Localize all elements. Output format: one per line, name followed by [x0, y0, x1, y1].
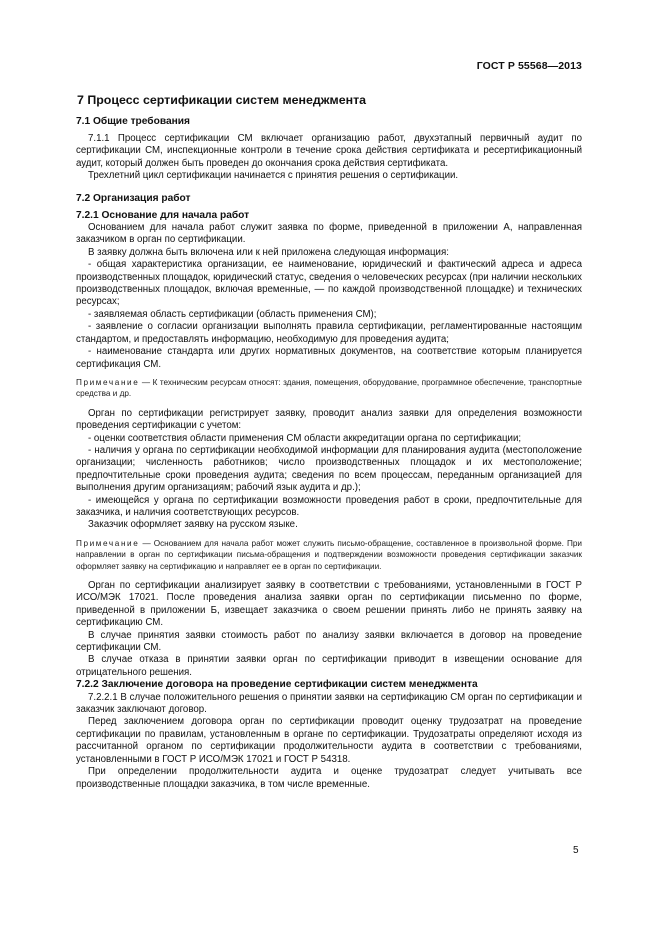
note-label: Примечание: [76, 377, 140, 387]
page-content: [76, 92, 582, 791]
list-item: - заявляемая область сертификации (область применения СМ);: [88, 308, 377, 320]
section-7-1-title: 7.1 Общие требования: [76, 116, 190, 127]
paragraph-7-1-1-cycle: Трехлетний цикл сертификации начинается с принятия решения о сертификации.: [88, 170, 459, 182]
list-item: - заявление о согласии организации выполнять правила сертификации, регламентированные настоящим стандартом, и предоставлять информацию, необходимую для проведения аудита;: [76, 321, 582, 345]
paragraph-sites: При определении продолжительности аудита и оценке трудозатрат следует учитывать все производственные площадки заказчика, в том числе временные.: [76, 766, 582, 790]
paragraph-application-info: В заявку должна быть включена или к ней приложена следующая информация:: [88, 246, 449, 258]
paragraph-7-1-1-text: 7.1.1 Процесс сертификации СМ включает организацию работ, двухэтапный первичный аудит по сертификации СМ, инспекционные контроли в течение срока действия сертификата и ресертификационный аудит, который должен быть проведен до окончания срока действия сертификата.: [76, 133, 582, 169]
note-label: Примечание: [76, 538, 140, 548]
list-item: - общая характеристика организации, ее наименование, юридический и фактический адреса и адреса производственных площадок, юридический статус, сведения о человеческих ресурсах (при наличии нескольких производственных площадок, включая временные, — по каждой производственной площадке) и технических ресурсах;: [76, 259, 582, 308]
section-7-2-title: 7.2 Организация работ: [76, 192, 191, 204]
paragraph-labor-costs: Перед заключением договора орган по сертификации проводит оценку трудозатрат на проведение сертификации по правилам, установленным в органе по сертификации. Трудозатраты определяют исходя из рассчитанной органом по сертификации продолжительности аудита в соответствии с требованиями, установленными в ГОСТ Р ИСО/МЭК 17021 и ГОСТ Р 54318.: [76, 716, 582, 765]
paragraph-7-1-1: [76, 133, 582, 170]
paragraph-basis: Основанием для начала работ служит заявка по форме, приведенной в приложении А, направленная заказчиком в орган по сертификации.: [76, 222, 582, 246]
list-item: - наименование стандарта или других нормативных документов, на соответствие которым планируется сертификация СМ.: [76, 346, 582, 370]
paragraph-refusal: В случае отказа в принятии заявки орган по сертификации приводит в извещении основание для отрицательного решения.: [76, 654, 582, 678]
note-request-letter: [76, 538, 582, 572]
document-id-header: ГОСТ Р 55568—2013: [476, 60, 582, 72]
section-7-2-2-title: 7.2.2 Заключение договора на проведение сертификации систем менеджмента: [76, 679, 478, 691]
section-7-2-1-title: 7.2.1 Основание для начала работ: [76, 209, 250, 221]
section-7-title: 7 Процесс сертификации систем менеджмента: [77, 93, 367, 107]
paragraph-analysis: Орган по сертификации анализирует заявку в соответствии с требованиями, установленными в ГОСТ Р ИСО/МЭК 17021. После проведения анализа заявки орган по сертификации письменно по форме, приведенной в приложении Б, извещает заказчика о своем решении принять либо не принять заявку на сертификацию СМ.: [76, 580, 582, 629]
list-item: - наличия у органа по сертификации необходимой информации для планирования аудита (местоположение организации; численность работников; число производственных площадок и их местоположение; предпочтительные сроки проведения аудита; сведения по всем процессам, переданным организацией для выполнения другим организациям; рабочий язык аудита и др.);: [76, 444, 582, 494]
note-text: — Основанием для начала работ может служить письмо-обращение, составленное в произвольной форме. При направлении в орган по сертификации письма-обращения и подтверждении возможности проведения сертификации заказчик оформляет заявку на сертификацию и направляет ее в орган по сертификации.: [76, 538, 582, 571]
page-number: 5: [573, 845, 579, 856]
paragraph-acceptance: В случае принятия заявки стоимость работ по анализу заявки включается в договор на проведение сертификации СМ.: [76, 629, 582, 654]
paragraph-7-2-2-1: 7.2.2.1 В случае положительного решения о принятии заявки на сертификацию СМ орган по сертификации и заказчик заключают договор.: [76, 691, 582, 716]
paragraph-language: Заказчик оформляет заявку на русском языке.: [88, 519, 298, 531]
note-text: — К техническим ресурсам относят: здания, помещения, оборудование, программное обеспечение, транспортные средства и др.: [76, 377, 582, 399]
list-item: - имеющейся у органа по сертификации возможности проведения работ в сроки, предпочтительные для заказчика, и наличия соответствующих ресурсов.: [76, 494, 582, 518]
list-item: - оценки соответствия области применения СМ области аккредитации органа по сертификации;: [88, 432, 522, 444]
paragraph-registration: Орган по сертификации регистрирует заявку, проводит анализ заявки для определения возможности проведения сертификации с учетом:: [76, 407, 582, 432]
note-technical-resources: [76, 377, 582, 400]
